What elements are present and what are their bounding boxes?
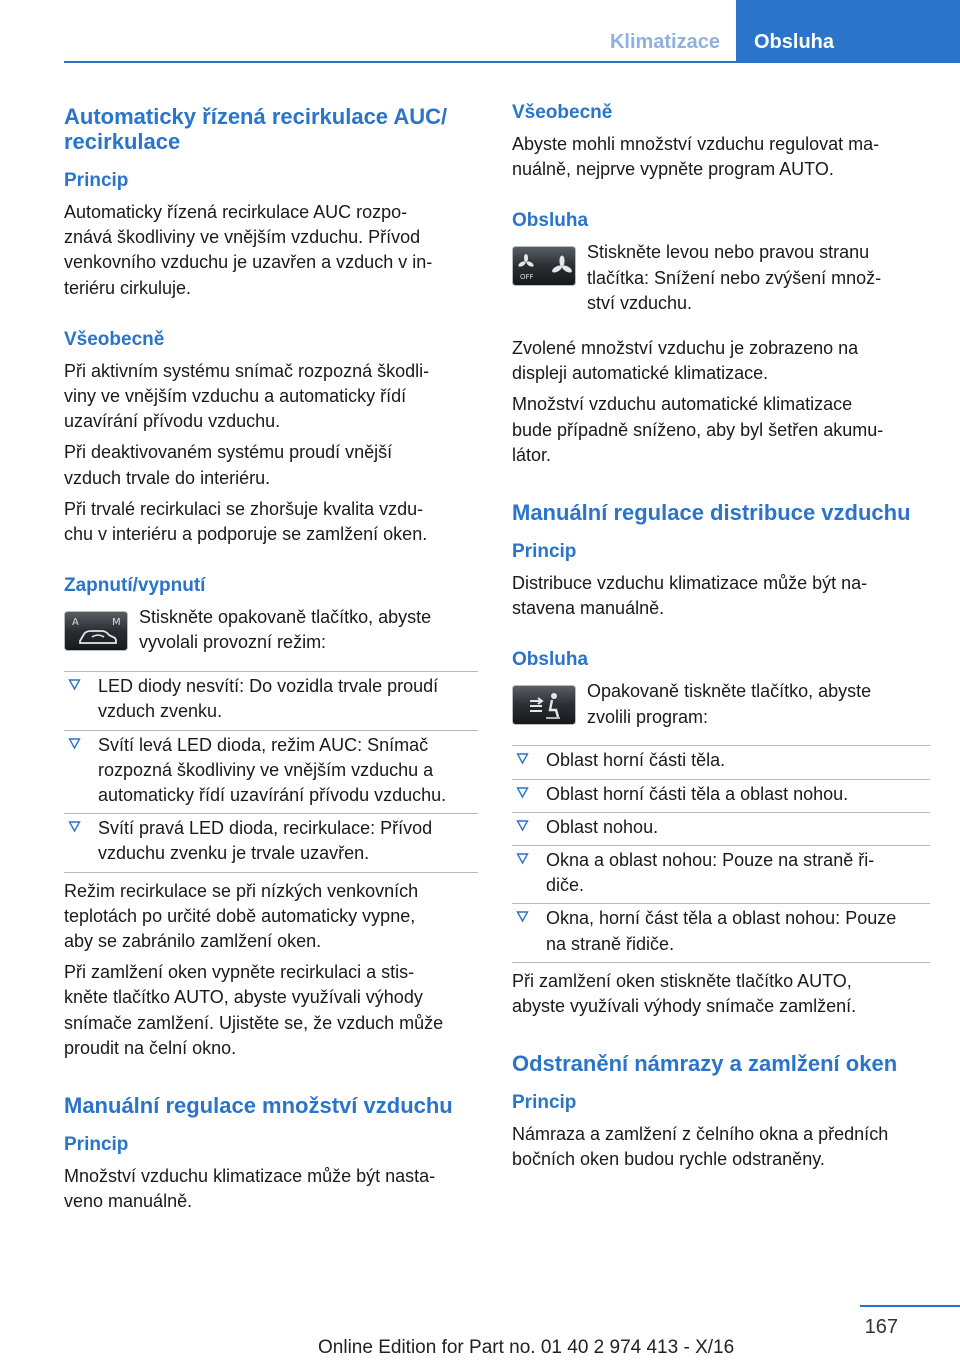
distribution-button-row: [512, 679, 930, 731]
list-item: [512, 845, 930, 903]
triangle-bullet-icon: [68, 737, 81, 750]
fan-button-label: OFF: [520, 273, 534, 282]
paragraph: Abyste mohli množství vzduchu regulovat ma‐ nuálně, nejprve vypněte program AUTO.: [512, 134, 880, 180]
triangle-bullet-icon: [516, 852, 529, 865]
header-chapter[interactable]: Obsluha: [736, 0, 960, 62]
list-item-text: Oblast nohou.: [546, 816, 659, 837]
heading-mnozstvi: Manuální regulace množství vzduchu: [64, 1093, 453, 1119]
footer-rule: [860, 1305, 960, 1307]
list-item: [512, 812, 930, 845]
paragraph: Při deaktivovaném systému proudí vnější vzduch trvale do interiéru.: [64, 442, 393, 488]
button-instruction: Stiskněte levou nebo pravou stranu tlačítka: Snížení nebo zvýšení množ‐ ství vzduchu.: [587, 242, 882, 313]
mode-list: [64, 671, 478, 872]
auc-button-icon: [64, 611, 128, 651]
button-instruction: Opakovaně tiskněte tlačítko, abyste zvolili program:: [587, 681, 872, 727]
heading-princip: Princip: [512, 1092, 577, 1114]
auc-button-label-m: M: [112, 617, 121, 629]
paragraph: Námraza a zamlžení z čelního okna a předních bočních oken budou rychle odstraněny.: [512, 1124, 889, 1170]
triangle-bullet-icon: [68, 678, 81, 691]
paragraph: Množství vzduchu klimatizace může být nasta‐ veno manuálně.: [64, 1166, 436, 1212]
list-item-text: Okna, horní část těla a oblast nohou: Pouze na straně řidiče.: [546, 908, 897, 954]
edition-note: Online Edition for Part no. 01 40 2 974 413 - X/16: [318, 1337, 735, 1358]
paragraph: Distribuce vzduchu klimatizace může být na‐ stavena manuálně.: [512, 573, 868, 619]
list-item-text: Oblast horní části těla.: [546, 750, 726, 771]
list-item-text: LED diody nesvítí: Do vozidla trvale proudí vzduch zvenku.: [98, 676, 439, 722]
list-item-text: Svítí levá LED dioda, režim AUC: Snímač rozpozná škodliviny ve vnějším vzduchu a automaticky řídí uzavírání přívodu vzduchu.: [98, 734, 447, 806]
heading-obsluha: Obsluha: [512, 649, 589, 671]
list-item-text: Okna a oblast nohou: Pouze na straně ři‐ diče.: [546, 850, 875, 896]
heading-odstraneni: Odstranění námrazy a zamlžení oken: [512, 1051, 898, 1077]
auc-button-row: [64, 605, 478, 657]
left-column: [64, 100, 478, 1220]
button-instruction: Stiskněte opakovaně tlačítko, abyste vyvolali provozní režim:: [139, 607, 432, 653]
list-item: [64, 671, 478, 729]
heading-obsluha: Obsluha: [512, 210, 589, 232]
fan-button-row: [512, 240, 930, 316]
paragraph: Režim recirkulace se při nízkých venkovních teplotách po určité době automaticky vypne, aby se zabránilo zamlžení oken.: [64, 880, 419, 952]
heading-princip: Princip: [64, 170, 129, 191]
right-column: [512, 100, 930, 1179]
paragraph: Při zamlžení oken vypněte recirkulaci a stis‐ kněte tlačítko AUTO, abyste využívali výhody snímače zamlžení. Ujistěte se, že vzduch může proudit na čelní okno.: [64, 962, 444, 1058]
list-item-text: Svítí pravá LED dioda, recirkulace: Přívod vzduchu zvenku je trvale uzavřen.: [98, 818, 433, 864]
list-item: [512, 779, 930, 812]
heading-vseobecne: Všeobecně: [64, 328, 165, 350]
list-item: [64, 813, 478, 872]
paragraph: Při aktivním systému snímač rozpozná škodli‐ viny ve vnějším vzduchu a automaticky řídí uzavírání přívodu vzduchu.: [64, 360, 430, 432]
air-distribution-button-icon: [512, 685, 576, 725]
heading-princip: Princip: [512, 541, 577, 563]
triangle-bullet-icon: [516, 752, 529, 765]
header-rule: [64, 61, 960, 63]
header-section[interactable]: Klimatizace: [609, 31, 720, 53]
auc-button-label-a: A: [72, 617, 79, 629]
page-header: [0, 0, 960, 62]
heading-auc: Automaticky řízená recirkulace AUC/ recirkulace: [64, 104, 448, 154]
list-item: [512, 903, 930, 962]
heading-distribuce: Manuální regulace distribuce vzduchu: [512, 500, 911, 526]
triangle-bullet-icon: [516, 910, 529, 923]
heading-vseobecne: Všeobecně: [512, 102, 613, 123]
page-number: 167: [864, 1316, 898, 1338]
heading-zapnuti: Zapnutí/vypnutí: [64, 575, 206, 597]
paragraph: Automaticky řízená recirkulace AUC rozpo‐ znává škodliviny ve vnějším vzduchu. Přívod venkovního vzduchu je uzavřen a vzduch v in‐ teriéru cirkuluje.: [64, 202, 433, 298]
paragraph: Při trvalé recirkulaci se zhoršuje kvalita vzdu‐ chu v interiéru a podporuje se zamlžení oken.: [64, 498, 428, 545]
program-list: [512, 745, 930, 962]
heading-princip: Princip: [64, 1134, 129, 1156]
triangle-bullet-icon: [516, 819, 529, 832]
triangle-bullet-icon: [68, 820, 81, 833]
list-item-text: Oblast horní části těla a oblast nohou.: [546, 783, 849, 804]
fan-button-icon: [512, 246, 576, 286]
paragraph: Zvolené množství vzduchu je zobrazeno na displeji automatické klimatizace.: [512, 338, 859, 384]
list-item: [512, 745, 930, 778]
paragraph: Při zamlžení oken stiskněte tlačítko AUTO, abyste využívali výhody snímače zamlžení.: [512, 970, 857, 1017]
list-item: [64, 730, 478, 814]
paragraph: Množství vzduchu automatické klimatizace bude případně sníženo, aby byl šetřen akumu‐ látor.: [512, 394, 884, 465]
triangle-bullet-icon: [516, 786, 529, 799]
